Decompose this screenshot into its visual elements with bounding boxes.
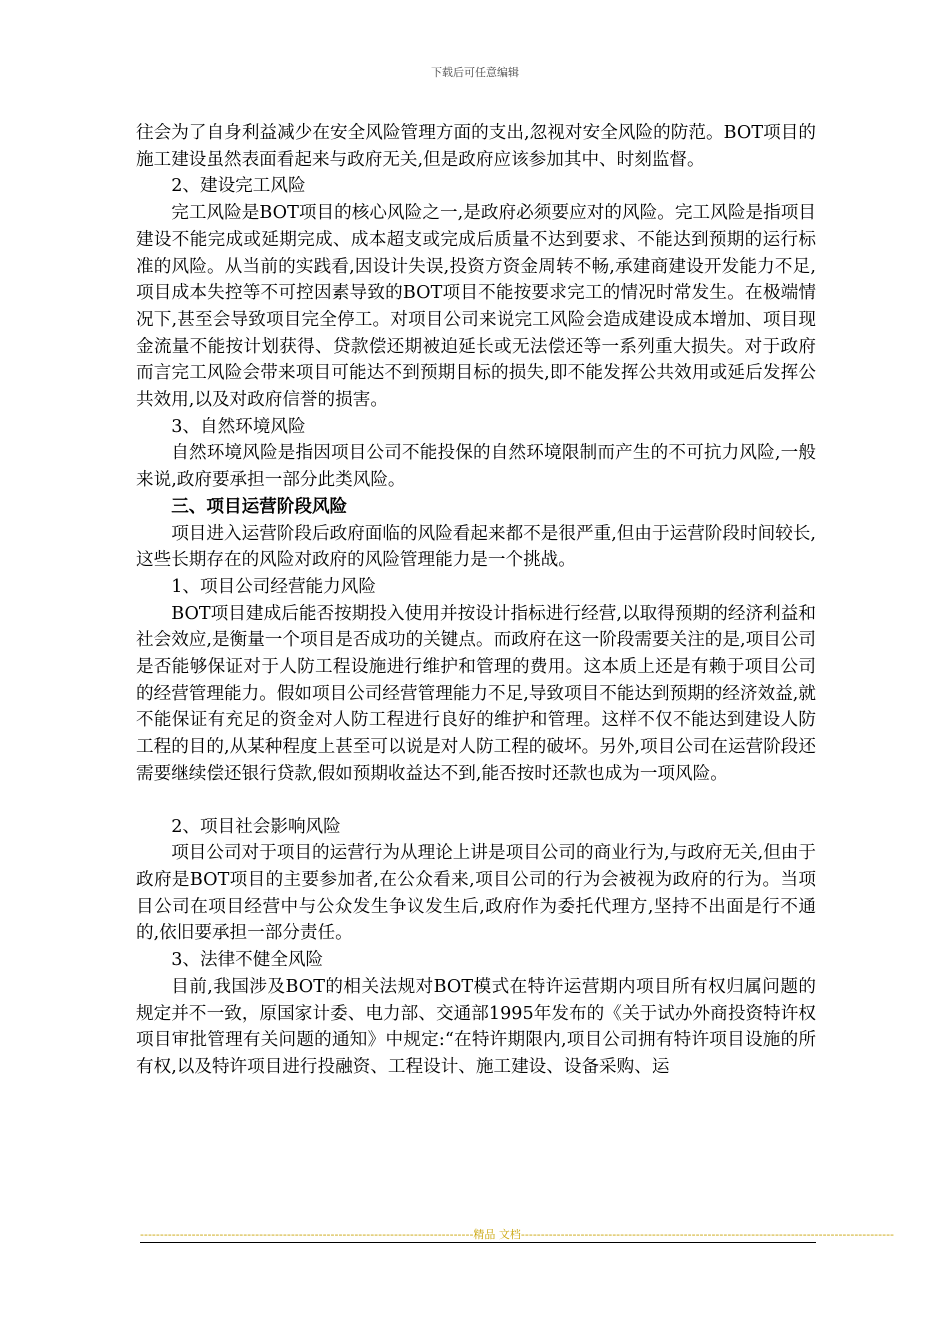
document-body xyxy=(136,120,816,1081)
page-footer xyxy=(140,1228,895,1243)
footer-dashes-left: ------------------------------------------------------------------------------------ xyxy=(140,1228,474,1241)
body-paragraph: BOT项目建成后能否按期投入使用并按设计指标进行经营,以取得预期的经济利益和社会效应,是衡量一个项目是否成功的关键点。而政府在这一阶段需要关注的是,项目公司是否能够保证对于人防工程设施进行维护和管理的费用。这本质上还是有赖于项目公司的经营管理能力。假如项目公司经营管理能力不足,导致项目不能达到预期的经济效益,就不能保证有充足的资金对人防工程进行良好的维护和管理。这样不仅不能达到建设人防工程的目的,从某种程度上甚至可以说是对人防工程的破坏。另外,项目公司在运营阶段还需要继续偿还银行贷款,假如预期收益达不到,能否按时还款也成为一项风险。 xyxy=(136,603,816,784)
footer-label: 精品 文档 xyxy=(473,1228,521,1241)
body-paragraph: 完工风险是BOT项目的核心风险之一,是政府必须要应对的风险。完工风险是指项目建设不能完成或延期完成、成本超支或完成后质量不达到要求、不能达到预期的运行标准的风险。从当前的实践看,因设计失误,投资方资金周转不畅,承建商建设开发能力不足,项目成本失控等不可控因素导致的BOT项目不能按要求完工的情况时常发生。在极端情况下,甚至会导致项目完全停工。对项目公司来说完工风险会造成建设成本增加、项目现金流量不能按计划获得、贷款偿还期被迫延长或无法偿还等一系列重大损失。对于政府而言完工风险会带来项目可能达不到预期目标的损失,即不能发挥公共效用或延后发挥公共效用,以及对政府信誉的损害。 xyxy=(136,203,816,411)
body-paragraph: 项目公司对于项目的运营行为从理论上讲是项目公司的商业行为,与政府无关,但由于政府是BOT项目的主要参加者,在公众看来,项目公司的行为会被视为政府的行为。当项目公司在项目经营中与公众发生争议发生后,政府作为委托代理方,坚持不出面是行不通的,依旧要承担一部分责任。 xyxy=(136,843,816,944)
section-heading: 2、项目社会影响风险 xyxy=(171,816,341,837)
footer-dashes-right: ---------------------------------------------------------------------------------------------- xyxy=(520,1228,895,1241)
section-heading: 2、建设完工风险 xyxy=(171,176,306,197)
paragraph-gap xyxy=(136,788,816,814)
section-heading: 3、法律不健全风险 xyxy=(171,950,324,971)
body-paragraph: 自然环境风险是指因项目公司不能投保的自然环境限制而产生的不可抗力风险,一般来说,政府要承担一部分此类风险。 xyxy=(136,443,816,491)
body-paragraph: 往会为了自身利益减少在安全风险管理方面的支出,忽视对安全风险的防范。BOT项目的施工建设虽然表面看起来与政府无关,但是政府应该参加其中、时刻监督。 xyxy=(136,123,816,170)
chapter-heading: 三、项目运营阶段风险 xyxy=(171,496,348,517)
page-header: 下载后可任意编辑 xyxy=(431,66,519,79)
body-paragraph: 目前,我国涉及BOT的相关法规对BOT模式在特许运营期内项目所有权归属问题的规定并不一致，原国家计委、电力部、交通部1995年发布的《关于试办外商投资特许权项目审批管理有关问题的通知》中规定:“在特许期限内,项目公司拥有特许项目设施的所有权,以及特许项目进行投融资、工程设计、施工建设、设备采购、运 xyxy=(136,976,816,1077)
section-heading: 3、自然环境风险 xyxy=(171,416,306,437)
body-paragraph: 项目进入运营阶段后政府面临的风险看起来都不是很严重,但由于运营阶段时间较长,这些长期存在的风险对政府的风险管理能力是一个挑战。 xyxy=(136,523,816,571)
section-heading: 1、项目公司经营能力风险 xyxy=(171,576,376,597)
